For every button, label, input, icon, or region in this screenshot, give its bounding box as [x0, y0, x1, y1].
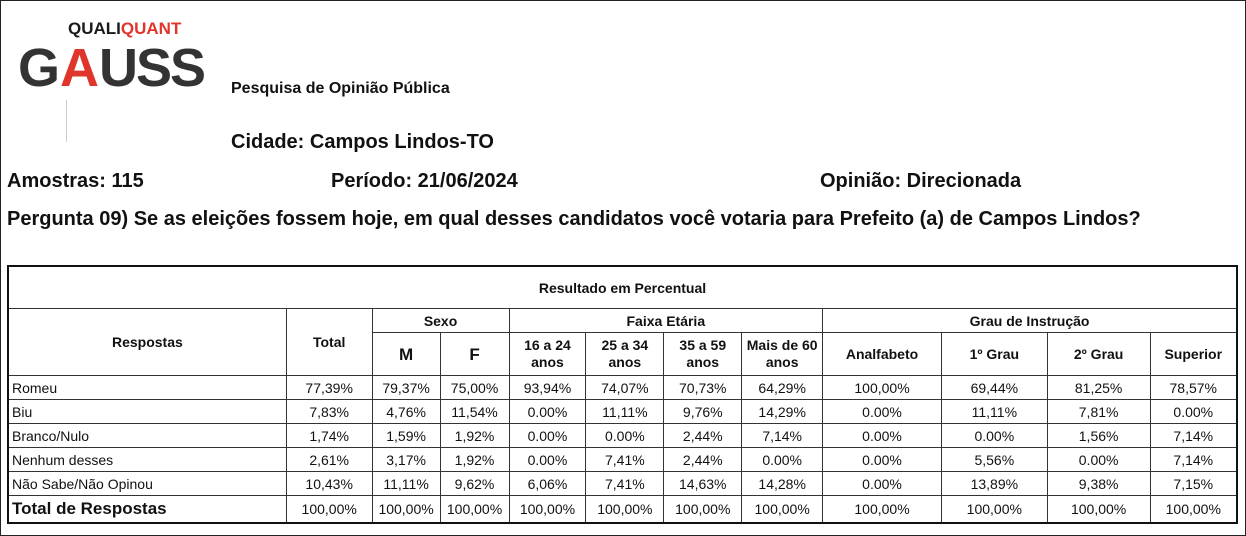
value-cell: 9,62% [440, 472, 509, 496]
value-cell: 1,56% [1047, 424, 1150, 448]
value-cell: 11,11% [941, 400, 1047, 424]
value-cell: 0.00% [823, 448, 942, 472]
subheader-cell: Analfabeto [823, 333, 942, 376]
value-cell: 100,00% [823, 376, 942, 400]
value-cell: 1,92% [440, 424, 509, 448]
total-value-cell: 100,00% [1150, 496, 1237, 524]
value-cell: 0.00% [742, 448, 823, 472]
subheader-cell: 35 a 59 anos [664, 333, 742, 376]
row-label: Branco/Nulo [8, 424, 286, 448]
total-row [8, 496, 1237, 524]
value-cell: 14,28% [742, 472, 823, 496]
value-cell: 2,61% [286, 448, 372, 472]
gauss-logo [16, 14, 206, 154]
total-value-cell: 100,00% [440, 496, 509, 524]
value-cell: 75,00% [440, 376, 509, 400]
table-row [8, 424, 1237, 448]
value-cell: 14,63% [664, 472, 742, 496]
table-body [8, 376, 1237, 524]
value-cell: 70,73% [664, 376, 742, 400]
total-value-cell: 100,00% [664, 496, 742, 524]
amostras-label: Amostras: 115 [7, 170, 144, 192]
subheader-cell: 2º Grau [1047, 333, 1150, 376]
total-value-cell: 100,00% [941, 496, 1047, 524]
subheader-cell: 25 a 34 anos [586, 333, 664, 376]
value-cell: 11,54% [440, 400, 509, 424]
value-cell: 7,14% [742, 424, 823, 448]
value-cell: 11,11% [586, 400, 664, 424]
value-cell: 69,44% [941, 376, 1047, 400]
value-cell: 4,76% [372, 400, 440, 424]
value-cell: 0.00% [1047, 448, 1150, 472]
total-value-cell: 100,00% [586, 496, 664, 524]
survey-subtitle: Pesquisa de Opinião Pública [231, 80, 450, 97]
svg-text:QUALIQUANT: QUALIQUANT [68, 19, 182, 38]
total-value-cell: 100,00% [823, 496, 942, 524]
value-cell: 7,14% [1150, 424, 1237, 448]
total-value-cell: 100,00% [742, 496, 823, 524]
row-label: Biu [8, 400, 286, 424]
value-cell: 1,92% [440, 448, 509, 472]
value-cell: 14,29% [742, 400, 823, 424]
value-cell: 7,14% [1150, 448, 1237, 472]
subheader-cell: 1º Grau [941, 333, 1047, 376]
total-row-label: Total de Respostas [8, 496, 286, 524]
subheader-cell: F [440, 333, 509, 376]
value-cell: 0.00% [823, 424, 942, 448]
value-cell: 0.00% [823, 400, 942, 424]
value-cell: 7,41% [586, 448, 664, 472]
col-respostas: Respostas [8, 309, 286, 376]
question-text: Pergunta 09) Se as eleições fossem hoje, em qual desses candidatos você votaria para Prefeito (a) de Campos Lindos? [7, 208, 1141, 230]
subheader-cell: M [372, 333, 440, 376]
total-value-cell: 100,00% [286, 496, 372, 524]
value-cell: 7,41% [586, 472, 664, 496]
total-value-cell: 100,00% [1047, 496, 1150, 524]
table-row [8, 472, 1237, 496]
opiniao-label: Opinião: Direcionada [820, 170, 1022, 192]
value-cell: 7,83% [286, 400, 372, 424]
value-cell: 10,43% [286, 472, 372, 496]
col-total: Total [286, 309, 372, 376]
value-cell: 6,06% [509, 472, 586, 496]
logo-divider [66, 100, 67, 142]
svg-text:USS: USS [99, 38, 205, 94]
city-title: Cidade: Campos Lindos-TO [231, 131, 494, 153]
value-cell: 74,07% [586, 376, 664, 400]
subheader-cell: Mais de 60 anos [742, 333, 823, 376]
group-faixa-etaria: Faixa Etária [509, 309, 823, 333]
results-table [7, 265, 1238, 524]
value-cell: 2,44% [664, 448, 742, 472]
subheader-cell: 16 a 24 anos [509, 333, 586, 376]
value-cell: 81,25% [1047, 376, 1150, 400]
row-label: Romeu [8, 376, 286, 400]
value-cell: 0.00% [509, 448, 586, 472]
value-cell: 64,29% [742, 376, 823, 400]
value-cell: 5,56% [941, 448, 1047, 472]
svg-text:G: G [18, 38, 59, 94]
value-cell: 93,94% [509, 376, 586, 400]
total-value-cell: 100,00% [372, 496, 440, 524]
value-cell: 11,11% [372, 472, 440, 496]
value-cell: 7,81% [1047, 400, 1150, 424]
value-cell: 9,76% [664, 400, 742, 424]
total-value-cell: 100,00% [509, 496, 586, 524]
value-cell: 13,89% [941, 472, 1047, 496]
svg-text:A: A [60, 38, 97, 94]
value-cell: 1,74% [286, 424, 372, 448]
value-cell: 79,37% [372, 376, 440, 400]
table-row [8, 448, 1237, 472]
periodo-label: Período: 21/06/2024 [331, 170, 518, 192]
value-cell: 2,44% [664, 424, 742, 448]
value-cell: 77,39% [286, 376, 372, 400]
group-sexo: Sexo [372, 309, 509, 333]
value-cell: 7,15% [1150, 472, 1237, 496]
value-cell: 9,38% [1047, 472, 1150, 496]
row-label: Não Sabe/Não Opinou [8, 472, 286, 496]
value-cell: 0.00% [823, 472, 942, 496]
gauss-logo-graphic [16, 14, 206, 94]
table-title: Resultado em Percentual [8, 266, 1237, 309]
table-row [8, 376, 1237, 400]
row-label: Nenhum desses [8, 448, 286, 472]
subheader-cell: Superior [1150, 333, 1237, 376]
group-grau-instrucao: Grau de Instrução [823, 309, 1237, 333]
value-cell: 0.00% [941, 424, 1047, 448]
table-row [8, 400, 1237, 424]
value-cell: 0.00% [509, 400, 586, 424]
value-cell: 0.00% [509, 424, 586, 448]
value-cell: 1,59% [372, 424, 440, 448]
value-cell: 3,17% [372, 448, 440, 472]
value-cell: 0.00% [586, 424, 664, 448]
value-cell: 0.00% [1150, 400, 1237, 424]
value-cell: 78,57% [1150, 376, 1237, 400]
